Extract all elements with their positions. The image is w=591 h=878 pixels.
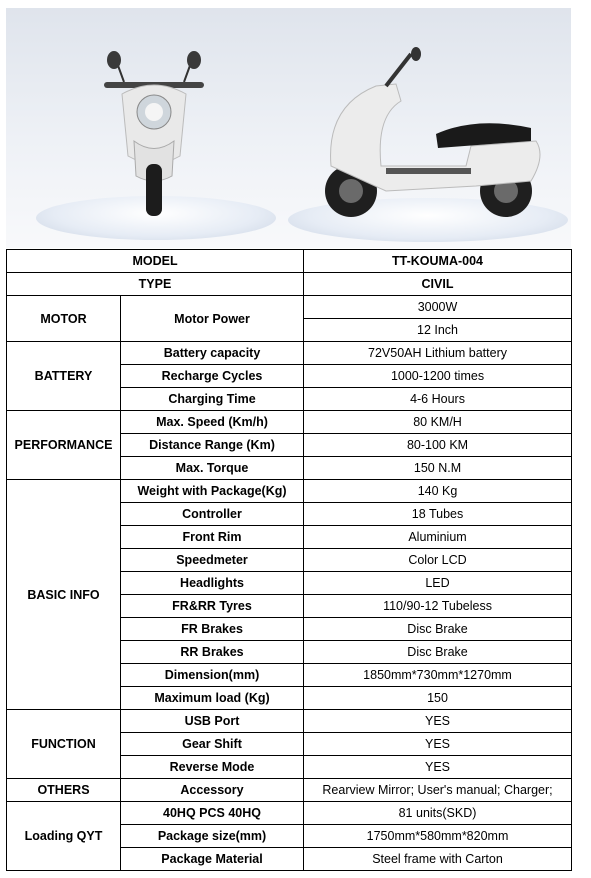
spec-value: Steel frame with Carton [304, 848, 572, 871]
spec-label: RR Brakes [121, 641, 304, 664]
spec-value: 1750mm*580mm*820mm [304, 825, 572, 848]
spec-row [7, 779, 572, 802]
spec-value: 12 Inch [304, 319, 572, 342]
spec-label: FR&RR Tyres [121, 595, 304, 618]
spec-label: 40HQ PCS 40HQ [121, 802, 304, 825]
spec-value: 150 N.M [304, 457, 572, 480]
spec-group-label: Loading QYT [7, 802, 121, 871]
spec-value: 80 KM/H [304, 411, 572, 434]
spec-label: Reverse Mode [121, 756, 304, 779]
spec-label: Gear Shift [121, 733, 304, 756]
type-value: CIVIL [304, 273, 572, 296]
spec-value: 4-6 Hours [304, 388, 572, 411]
spec-group-label: OTHERS [7, 779, 121, 802]
spec-label: Front Rim [121, 526, 304, 549]
spec-row [7, 802, 572, 825]
spec-row [7, 480, 572, 503]
spec-label: Charging Time [121, 388, 304, 411]
spec-group-label: FUNCTION [7, 710, 121, 779]
spec-label: USB Port [121, 710, 304, 733]
type-row [7, 273, 572, 296]
model-value: TT-KOUMA-004 [304, 250, 572, 273]
scooter-side-photo-icon [306, 46, 556, 221]
spec-group-label: PERFORMANCE [7, 411, 121, 480]
spec-label: Motor Power [121, 296, 304, 342]
spec-value: 1850mm*730mm*1270mm [304, 664, 572, 687]
spec-value: 18 Tubes [304, 503, 572, 526]
spec-label: Speedmeter [121, 549, 304, 572]
spec-label: Recharge Cycles [121, 365, 304, 388]
spec-value: Color LCD [304, 549, 572, 572]
spec-label: Accessory [121, 779, 304, 802]
spec-label: Weight with Package(Kg) [121, 480, 304, 503]
spec-value: LED [304, 572, 572, 595]
spec-value: 1000-1200 times [304, 365, 572, 388]
spec-label: Max. Speed (Km/h) [121, 411, 304, 434]
spec-group-label: BASIC INFO [7, 480, 121, 710]
spec-row [7, 411, 572, 434]
spec-value: Disc Brake [304, 618, 572, 641]
spec-value: 110/90-12 Tubeless [304, 595, 572, 618]
specification-table [6, 249, 572, 871]
spec-value: 72V50AH Lithium battery [304, 342, 572, 365]
spec-value: YES [304, 710, 572, 733]
spec-label: Dimension(mm) [121, 664, 304, 687]
spec-value: 81 units(SKD) [304, 802, 572, 825]
spec-label: Headlights [121, 572, 304, 595]
spec-label: Max. Torque [121, 457, 304, 480]
spec-value: 80-100 KM [304, 434, 572, 457]
spec-value: Aluminium [304, 526, 572, 549]
spec-value: YES [304, 756, 572, 779]
spec-value: Rearview Mirror; User's manual; Charger; [304, 779, 572, 802]
product-photo-banner [6, 8, 571, 248]
spec-label: Distance Range (Km) [121, 434, 304, 457]
model-label: MODEL [7, 250, 304, 273]
spec-group-label: BATTERY [7, 342, 121, 411]
spec-value: Disc Brake [304, 641, 572, 664]
spec-row [7, 342, 572, 365]
spec-value: 140 Kg [304, 480, 572, 503]
spec-label: Package Material [121, 848, 304, 871]
model-row [7, 250, 572, 273]
spec-value: 150 [304, 687, 572, 710]
spec-value: YES [304, 733, 572, 756]
spec-label: Controller [121, 503, 304, 526]
spec-label: FR Brakes [121, 618, 304, 641]
spec-row [7, 710, 572, 733]
spec-value: 3000W [304, 296, 572, 319]
spec-label: Maximum load (Kg) [121, 687, 304, 710]
type-label: TYPE [7, 273, 304, 296]
scooter-front-photo-icon [94, 46, 214, 221]
spec-row [7, 296, 572, 319]
spec-label: Battery capacity [121, 342, 304, 365]
spec-group-label: MOTOR [7, 296, 121, 342]
spec-label: Package size(mm) [121, 825, 304, 848]
